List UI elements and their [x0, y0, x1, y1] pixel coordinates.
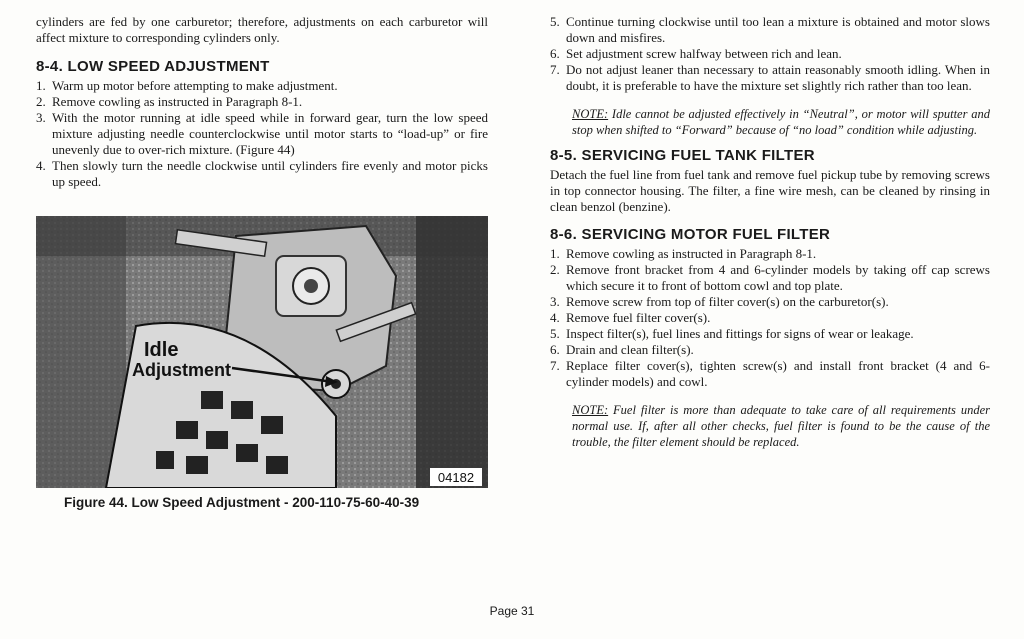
note-fuel-filter: NOTE: Fuel filter is more than adequate to take care of all requirements under normal use. If, after all other checks, fuel filter is found to be the cause of the trouble, the filter element should be replaced.	[572, 403, 990, 449]
section-8-5-heading: 8-5. SERVICING FUEL TANK FILTER	[550, 147, 815, 164]
list-item: 1. Remove cowling as instructed in Paragraph 8-1.	[550, 246, 817, 261]
left-column	[36, 0, 488, 190]
list-item: 1. Warm up motor before attempting to make adjustment.	[36, 78, 338, 93]
list-item: 6. Drain and clean filter(s).	[550, 342, 694, 357]
list-item: 2. Remove front bracket from 4 and 6-cylinder models by taking off cap screws which secure it to front of bottom cowl and top plate.	[550, 262, 990, 293]
section-8-4-heading: 8-4. LOW SPEED ADJUSTMENT	[36, 58, 270, 75]
section-8-5-text: Detach the fuel line from fuel tank and remove fuel pickup tube by removing screws in top connector housing. The filter, a fine wire mesh, can be cleaned by rinsing in clean benzol (benzine).	[550, 167, 990, 214]
list-item: 7. Replace filter cover(s), tighten screw(s) and install front bracket (4 and 6-cylinder models) and cowl.	[550, 358, 990, 389]
section-8-4-steps-continued	[550, 14, 990, 94]
callout-idle-label: Idle	[144, 339, 179, 361]
section-8-4-steps	[36, 78, 488, 190]
list-item: 5. Continue turning clockwise until too lean a mixture is obtained and motor slows down and misfires.	[550, 14, 990, 45]
list-item: 4. Then slowly turn the needle clockwise until cylinders fire evenly and motor picks up speed.	[36, 158, 488, 189]
right-column	[550, 0, 990, 450]
photo-id: 04182	[437, 470, 475, 485]
section-8-6-heading: 8-6. SERVICING MOTOR FUEL FILTER	[550, 226, 831, 243]
engine-illustration	[36, 216, 488, 488]
list-item: 7. Do not adjust leaner than necessary to attain reasonably smooth idling. When in doubt, it is preferable to have the mixture set slightly rich rather than too lean.	[550, 62, 990, 93]
list-item: 5. Inspect filter(s), fuel lines and fittings for signs of wear or leakage.	[550, 326, 914, 341]
section-8-6-steps	[550, 246, 990, 390]
callout-adjustment-label: Adjustment	[132, 360, 231, 380]
list-item: 6. Set adjustment screw halfway between rich and lean.	[550, 46, 842, 61]
list-item: 4. Remove fuel filter cover(s).	[550, 310, 711, 325]
figure-caption: Figure 44. Low Speed Adjustment - 200-110-75-60-40-39	[64, 495, 420, 510]
list-item: 3. With the motor running at idle speed while in forward gear, turn the low speed mixture adjusting needle counterclockwise until motor starts to “load-up” or fire unevenly due to over-rich mixture. (Figure 44)	[36, 110, 488, 157]
list-item: 2. Remove cowling as instructed in Paragraph 8-1.	[36, 94, 303, 109]
list-item: 3. Remove screw from top of filter cover(s) on the carburetor(s).	[550, 294, 889, 309]
intro-paragraph: cylinders are fed by one carburetor; therefore, adjustments on each carburetor will affect mixture to corresponding cylinders only.	[36, 14, 488, 45]
figure-44-photo	[36, 216, 488, 488]
page-number: Page 31	[489, 604, 535, 618]
note-idle-neutral: NOTE: Idle cannot be adjusted effectively in “Neutral”, or motor will sputter and stop when shifted to “Forward” because of “no load” condition while adjusting.	[572, 107, 990, 137]
